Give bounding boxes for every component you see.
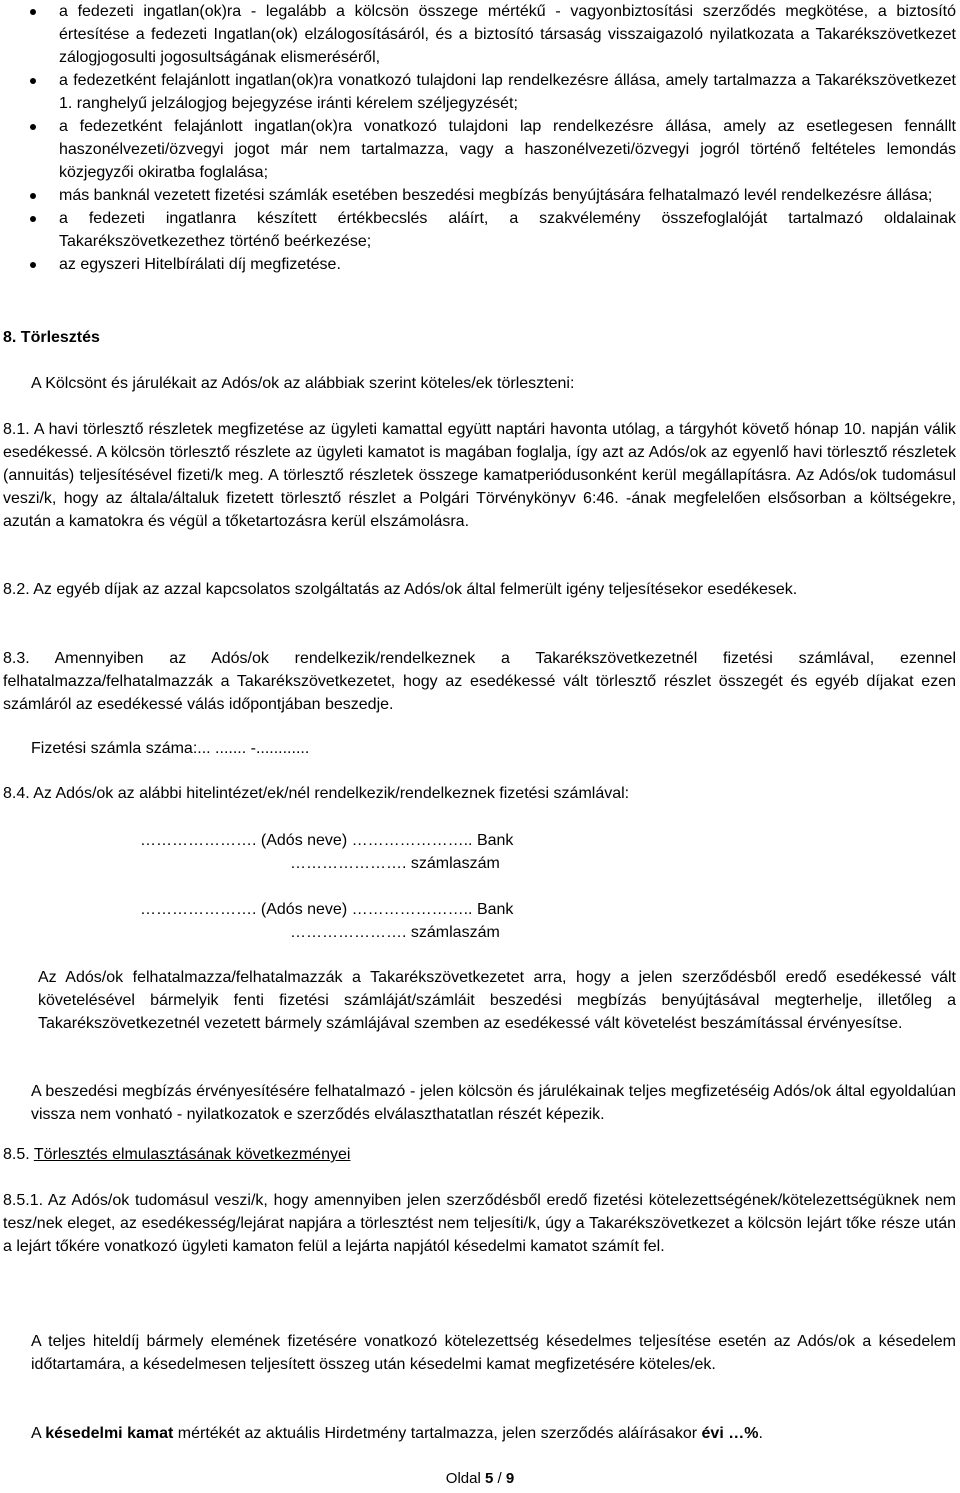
late-interest-middle: mértékét az aktuális Hirdetmény tartalmazza, jelen szerződés aláírásakor xyxy=(173,1425,702,1442)
account-1-name-bank: …………………. (Adós neve) ………………….. Bank xyxy=(140,832,514,849)
late-interest-rate: évi …% xyxy=(701,1425,759,1442)
page-total: 9 xyxy=(505,1470,515,1487)
irrevocable-paragraph: A beszedési megbízás érvényesítésére felhatalmazó - jelen kölcsön és járulékainak teljes megfizetéséig Adós/ok által egyoldalúan vissza nem vonható - nyilatkozatok e szerződés elválaszthatatlan részét képezik. xyxy=(31,1083,956,1123)
bullet-item xyxy=(30,253,956,276)
bullet-item xyxy=(30,184,956,207)
bullet-text: a fedezeti ingatlanra készített értékbecslés aláírt, a szakvélemény összefoglalóját tartalmazó oldalainak Takarékszövetkezethez történő beérkezése; xyxy=(59,210,956,250)
paragraph-8-1: 8.1. A havi törlesztő részletek megfizetése az ügyleti kamattal együtt naptári havonta utólag, a tárgyhót követő hónap 10. napján válik esedékessé. A kölcsön törlesztő részlete az ügyleti kamatot is magában foglalja, így azt az Adós/ok az egyenlő havi törlesztő részletek (annuitás) teljesítésével fizeti/k meg. A törlesztő részletek összege kamatperiódusonként kerül megállapításra. Az Adós/ok tudomásul veszi/k, hogy az általa/általuk fizetett törlesztő részlet a Polgári Törvénykönyv 6:46. -ának megfelelően elsősorban a költségekre, azután a kamatokra és végül a tőketartozásra kerül elszámolásra. xyxy=(3,421,956,530)
bullet-dot-icon xyxy=(30,193,36,199)
bullet-text: a fedezetként felajánlott ingatlan(ok)ra vonatkozó tulajdoni lap rendelkezésre állása, amely tartalmazza a Takarékszövetkezet 1. ranghelyű jelzálogjog bejegyzése iránti kérelem széljegyzését; xyxy=(59,72,956,112)
account-number-line: Fizetési számla száma:... ....... -............ xyxy=(31,740,310,757)
bullet-dot-icon xyxy=(30,262,36,268)
late-interest-rate-line xyxy=(31,1422,763,1445)
bullet-item xyxy=(30,0,956,69)
bullet-item xyxy=(30,207,956,253)
late-interest-dot: . xyxy=(758,1425,763,1442)
section-heading: 8. Törlesztés xyxy=(3,329,100,346)
paragraph-8-2: 8.2. Az egyéb díjak az azzal kapcsolatos szolgáltatás az Adós/ok által felmerült igény teljesítésekor esedékesek. xyxy=(3,581,798,598)
paragraph-8-5 xyxy=(3,1143,350,1166)
paragraph-8-5-1: 8.5.1. Az Adós/ok tudomásul veszi/k, hogy amennyiben jelen szerződésből eredő fizetési kötelezettségének/kötelezettségüknek nem tesz/nek eleget, az esedékesség/lejárat napjára a törlesztést nem teljesíti/k, úgy a Takarékszövetkezet a kölcsön lejárt tőke része után a lejárt tőkére vonatkozó ügyleti kamaton felül a lejárta napjától késedelmi kamatot számít fel. xyxy=(3,1192,956,1255)
account-2-name-bank: …………………. (Adós neve) ………………….. Bank xyxy=(140,901,514,918)
bullet-item xyxy=(30,115,956,184)
bullet-item xyxy=(30,69,956,115)
bullet-dot-icon xyxy=(30,78,36,84)
bullet-dot-icon xyxy=(30,9,36,15)
page-separator: / xyxy=(493,1470,506,1487)
paragraph-8-5-title: Törlesztés elmulasztásának következményei xyxy=(33,1146,351,1163)
bullet-dot-icon xyxy=(30,216,36,222)
bullet-text: a fedezetként felajánlott ingatlan(ok)ra vonatkozó tulajdoni lap rendelkezésre állása, amely az esetlegesen fennállt haszonélvezeti/özvegyi jogot már nem tartalmazza, vagy a haszonélvezeti/özvegyi jogról történő feltételes lemondás közjegyzői okiratba foglalása; xyxy=(59,118,956,181)
paragraph-8-5-number: 8.5. xyxy=(3,1146,34,1163)
late-fee-paragraph: A teljes hiteldíj bármely elemének fizetésére vonatkozó kötelezettség késedelmes teljesítése esetén az Adós/ok a késedelem időtartamára, a késedelmesen teljesített összeg után késedelmi kamat megfizetésére köteles/ek. xyxy=(31,1333,956,1373)
bullet-text: más banknál vezetett fizetési számlák esetében beszedési megbízás benyújtására felhatalmazó levél rendelkezésre állása; xyxy=(59,187,933,204)
bullet-text: a fedezeti ingatlan(ok)ra - legalább a kölcsön összege mértékű - vagyonbiztosítási szerződés megkötése, a biztosító értesítése a fedezeti Ingatlan(ok) elzálogosításáról, és a biztosító társaság visszaigazoló nyilatkozata a Takarékszövetkezet zálogjogosulti jogosultságának elismeréséről, xyxy=(59,3,956,66)
late-interest-prefix: A xyxy=(31,1425,46,1442)
page-label: Oldal xyxy=(445,1470,485,1487)
authorization-paragraph: Az Adós/ok felhatalmazza/felhatalmazzák a Takarékszövetkezetet arra, hogy a jelen szerződésből eredő esedékessé vált követelésével bármelyik fenti fizetési számláját/számláit beszedési megbízás benyújtásával megterhelje, illetőleg a Takarékszövetkezetnél vezetett bármely számlájával szemben az esedékessé vált követelést beszámítással érvényesítse. xyxy=(38,969,956,1032)
late-interest-term: késedelmi kamat xyxy=(45,1425,174,1442)
bullet-dot-icon xyxy=(30,124,36,130)
page-footer xyxy=(0,1467,960,1490)
paragraph-8-3: 8.3. Amennyiben az Adós/ok rendelkezik/rendelkeznek a Takarékszövetkezetnél fizetési számlával, ezennel felhatalmazza/felhatalmazzák a Takarékszövetkezetet, hogy az esedékessé vált törlesztő részlet összegét és egyéb díjakat ezen számláról az esedékessé válás időpontjában beszedje. xyxy=(3,650,956,713)
account-1-number: …………………. számlaszám xyxy=(290,855,500,872)
conditions-bullet-list xyxy=(30,0,956,276)
account-2-number: …………………. számlaszám xyxy=(290,924,500,941)
section-intro: A Kölcsönt és járulékait az Adós/ok az alábbiak szerint köteles/ek törleszteni: xyxy=(31,375,575,392)
bullet-text: az egyszeri Hitelbírálati díj megfizetése. xyxy=(59,256,341,273)
paragraph-8-4: 8.4. Az Adós/ok az alábbi hitelintézet/ek/nél rendelkezik/rendelkeznek fizetési számlával: xyxy=(3,785,630,802)
page-number: 5 xyxy=(484,1470,494,1487)
